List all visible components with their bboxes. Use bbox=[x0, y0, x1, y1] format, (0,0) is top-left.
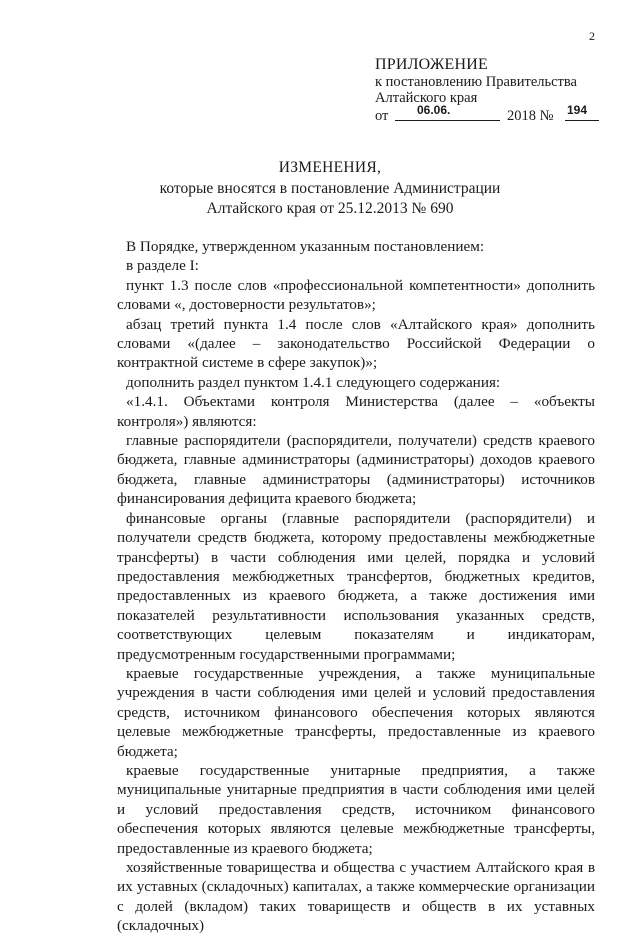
paragraph: пункт 1.3 после слов «профессиональной компетентности» дополнить словами «, достоверности результатов»; bbox=[117, 276, 595, 314]
paragraph: краевые государственные учреждения, а также муниципальные учреждения в части соблюдения ими целей и условий предоставления средств, источником финансового обеспечения которых являются целевые межбюджетные трансферты, предоставленные из краевого бюджета; bbox=[117, 664, 595, 760]
paragraph: финансовые органы (главные распорядители (распорядители) и получатели средств бюджета, которому предоставлены межбюджетные трансферты) в части соблюдения ими целей, порядка и условий предоставления межбюджетных трансфертов, бюджетных кредитов, предоставленных из краевого бюджета, а также достижения ими показателей результативности использования указанных средств, соответствующих целевым показателям и индикаторам, предусмотренным государственными программами; bbox=[117, 509, 595, 663]
paragraph: дополнить раздел пунктом 1.4.1 следующего содержания: bbox=[126, 373, 501, 391]
number-value: 194 bbox=[567, 103, 588, 117]
document-subtitle-line-2: Алтайского края от 25.12.2013 № 690 bbox=[206, 200, 454, 217]
document-title-block bbox=[100, 158, 560, 219]
date-underline bbox=[395, 120, 500, 121]
appendix-date-row bbox=[375, 103, 625, 124]
year-label: 2018 № bbox=[507, 108, 554, 124]
paragraph: хозяйственные товарищества и общества с участием Алтайского края в их уставных (складочных) капиталах, а также коммерческие организации с долей (вкладом) таких товариществ и обществ в их уставных (складочных) bbox=[117, 859, 595, 935]
appendix-heading: ПРИЛОЖЕНИЕ bbox=[375, 56, 489, 73]
paragraph: главные распорядители (распорядители, получатели) средств краевого бюджета, главные администраторы (администраторы) доходов краевого бюджета, главные администраторы (администраторы) источников финансирования дефицита краевого бюджета; bbox=[117, 432, 595, 508]
paragraph: В Порядке, утвержденном указанным постановлением: bbox=[126, 238, 485, 255]
date-value: 06.06. bbox=[417, 103, 451, 117]
appendix-header bbox=[375, 57, 625, 124]
appendix-line-1: к постановлению Правительства bbox=[375, 74, 577, 90]
document-subtitle-line-1: которые вносятся в постановление Администрации bbox=[159, 180, 501, 197]
document-body bbox=[117, 237, 595, 936]
paragraph: абзац третий пункта 1.4 после слов «Алтайского края» дополнить словами «(далее – законодательство Российской Федерации о контрактной системе в сфере закупок)»; bbox=[117, 315, 595, 372]
document-title: ИЗМЕНЕНИЯ, bbox=[278, 159, 382, 176]
appendix-line-2: Алтайского края bbox=[375, 90, 478, 106]
page-number: 2 bbox=[589, 29, 595, 43]
number-underline bbox=[565, 120, 599, 121]
from-label: от bbox=[375, 108, 389, 124]
paragraph: «1.4.1. Объектами контроля Министерства (далее – «объекты контроля») являются: bbox=[117, 393, 595, 430]
paragraph: в разделе I: bbox=[126, 257, 199, 275]
paragraph: краевые государственные унитарные предприятия, а также муниципальные унитарные предприятия в части соблюдения ими целей и условий предоставления средств, источником финансового обеспечения которых являются целевые межбюджетные трансферты, предоставленные из краевого бюджета; bbox=[117, 761, 595, 857]
